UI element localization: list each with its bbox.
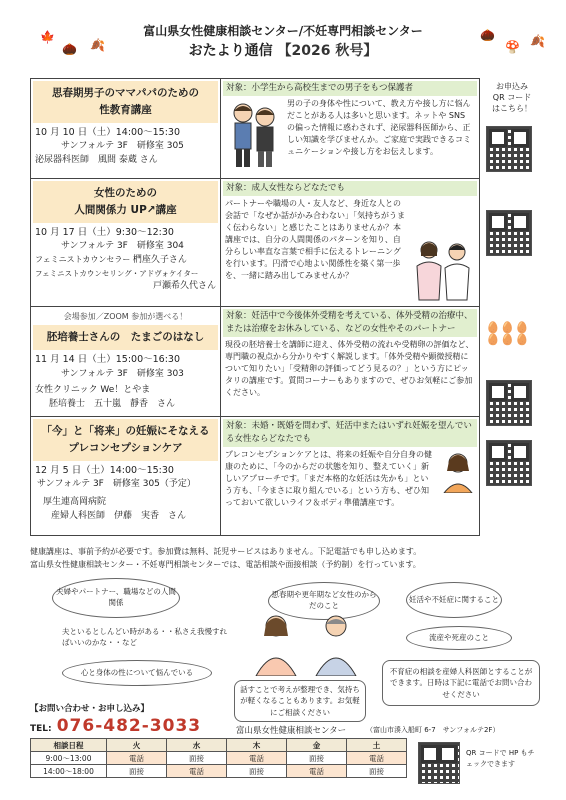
course-target: 対象：妊活中で今後体外受精を考えている、体外受精の治療中、または治療をお休みしている、などの女性やそのパートナー (223, 309, 477, 337)
format-note: 会場参加／ZOOM 参加が選べる！ (63, 312, 188, 321)
woman-illustration (439, 449, 477, 493)
contact-label: 【お問い合わせ・お申し込み】 (30, 704, 150, 714)
lecturer-affiliation: 女性クリニック We！とやま (35, 384, 151, 395)
course-description: 男の子の身体や性について、教え方や接し方に悩んだことがある人は多いと思います。ネットや SNS の偏った情報に惑わされず、泌尿器科医師から、正しい知識を学びませんか。ご家庭で実践できるコミュニケーションや接し方をお伝えします。 (287, 98, 471, 156)
topic-bubble-body: 思春期や更年期など女性のからだのこと (268, 582, 380, 620)
course-place: サンフォルテ 3F 研修室 305 (61, 141, 184, 152)
schedule-table (30, 738, 407, 778)
lecturer-name: 椚座久子さん (132, 255, 187, 266)
topic-bubble-miscarriage: 流産や死産のこと (406, 626, 512, 650)
course-date: 12 月 5 日（土）14:00～15:30 (35, 464, 174, 476)
newsletter-title: おたより通信 【2026 秋号】 (188, 43, 378, 59)
center-address: （富山市湊入船町 6-7 サンフォルテ2F） (366, 726, 500, 734)
course-description: 現役の胚培養士を講師に迎え、体外受精の流れや受精卵の評価など、専門職の視点から分かりやすく解説します。「体外受精や顕微授精について知りたい」「受精卵の評価ってどう見るの？」という方にピッタリの講座です。質問コーナーもありますので、ぜひお気軽にご参加ください。 (225, 339, 474, 397)
qr-code-homepage[interactable] (418, 742, 460, 784)
autumn-leaf-icon: 🍁 (40, 30, 55, 44)
lecturer-role: フェミニストカウンセラー (35, 255, 131, 265)
topic-bubble-gender: 心と身体の性について悩んでいる (62, 660, 212, 686)
course-place: サンフォルテ 3F 研修室 305（予定） (37, 479, 196, 490)
qr-code-course3[interactable] (486, 380, 532, 426)
schedule-row: 14:00～18:00 面接 電話 面接 電話 面接 (31, 765, 407, 778)
course-target: 対象：成人女性ならどなたでも (223, 181, 477, 196)
course-target: 対象：未婚・既婚を問わず、妊活中またはいずれ妊娠を望んでいる女性ならどなたでも (223, 419, 477, 447)
leaf-icon: 🍂 (90, 38, 105, 52)
boy-illustration (229, 99, 279, 171)
notice: 健康講座は、事前予約が必要です。参加費は無料、託児サービスはありません。下記電話でも申し込めます。 富山県女性健康相談センター・不妊専門相談センターでは、電話相談や面接相談（予約制）を行っています。 (30, 547, 422, 569)
qr-note: お申込み QR コード はこちら！ (492, 82, 532, 113)
course-target: 対象：小学生から高校生までの男子をもつ保護者 (223, 81, 477, 96)
schedule-header: 相談日程 火 水 木 金 土 (31, 739, 407, 752)
course-date: 10 月 17 日（土）9:30～12:30 (35, 226, 174, 238)
egg-illustration: 🥚🥚🥚 🥚🥚🥚 (486, 321, 531, 347)
contact-phone[interactable]: TEL: 076-482-3033 (30, 716, 202, 736)
course-place: サンフォルテ 3F 研修室 303 (61, 368, 184, 379)
course-place: サンフォルテ 3F 研修室 304 (61, 241, 184, 252)
course-lecturer: 泌尿器科医師 風間 泰蔵 さん (35, 155, 158, 166)
course-title: 「今」と「将来」の妊娠にそなえる プレコンセプションケア (33, 419, 218, 461)
center-name: 富山県女性健康相談センター/不妊専門相談センター (143, 24, 423, 38)
course-date: 11 月 14 日（土）15:00～16:30 (35, 354, 180, 366)
lecturer-affiliation: 厚生連高岡病院 (43, 497, 107, 508)
topic-text-partner: 夫といるとしんどい時がある・・私さえ我慢すればいいのかな・・など (62, 627, 227, 648)
acorn-icon: 🌰 (480, 28, 495, 42)
women-illustration (411, 236, 477, 302)
course-table (30, 78, 480, 536)
course-description: プレコンセプションケアとは、将来の妊娠や自分自身の健康のために、「今のからだの状態を知り、整えていく」新しいアプローチです。「まだ本格的な妊活は先かも」という方も、「今まさに取り組んでいる」という方も、ぜひ知っておいて欲しいライフ＆ボディ準備講座です。 (225, 449, 433, 507)
course-row (31, 79, 479, 179)
season-label: 【2026 秋号】 (277, 43, 378, 59)
qr-hp-note: QR コードで HP もチェックできます (466, 749, 535, 768)
qr-code-course1[interactable] (486, 126, 532, 172)
topic-bubble-infertility: 妊活や不妊症に関すること (406, 582, 502, 618)
lecturer-role: フェミニストカウンセリング・アドヴォケイター (35, 269, 199, 279)
course-title: 胚培養士さんの たまごのはなし (33, 325, 218, 350)
course-lecturer: 胚培養士 五十嵐 靜香 さん (49, 398, 176, 409)
course-date: 10 月 10 日（土）14:00～15:30 (35, 126, 180, 138)
course-lecturer: 産婦人科医師 伊藤 実香 さん (51, 511, 187, 522)
consult-message: 話すことで考えが整理でき、気持ちが軽くなることもあります。お気軽にご相談ください (234, 680, 366, 722)
topic-bubble-relationships: 夫婦やパートナー、職場などの人間関係 (52, 578, 180, 618)
recurrent-loss-box: 不育症の相談を産婦人科医師とすることができます。日時は下記に電話でお問い合わせください (382, 660, 540, 706)
qr-code-course2[interactable] (486, 210, 532, 256)
schedule-row: 9:00～13:00 電話 面接 電話 面接 電話 (31, 752, 407, 765)
lecturer-name: 戸瀬希久代さん (152, 280, 216, 291)
course-row (31, 417, 479, 535)
mushroom-icon: 🍄 (505, 40, 520, 54)
center-name-footer: 富山県女性健康相談センター (236, 726, 347, 736)
course-title: 思春期男子のママパパのための 性教育講座 (33, 81, 218, 123)
leaf-icon: 🍂 (530, 34, 545, 48)
chestnut-icon: 🌰 (62, 42, 77, 56)
qr-code-course4[interactable] (486, 440, 532, 486)
counselor-illustration (234, 612, 384, 676)
course-description: パートナーや職場の人・友人など、身近な人との会話で「なぜか話がかみ合わない」「気持ちがうまく伝わらない」と感じたことはありませんか？本講座では、自分の人間関係のパターンを知り、自分らしい率直な言葉で相手に伝えるトレーニングを行います。円滑で心地よい関係性を築く第一歩を、一緒に踏み出してみませんか？ (225, 198, 405, 280)
course-row (31, 307, 479, 417)
course-title: 女性のための 人間関係力 UP↗講座 (33, 181, 218, 223)
phone-number[interactable]: 076-482-3033 (56, 716, 202, 736)
course-row (31, 179, 479, 307)
